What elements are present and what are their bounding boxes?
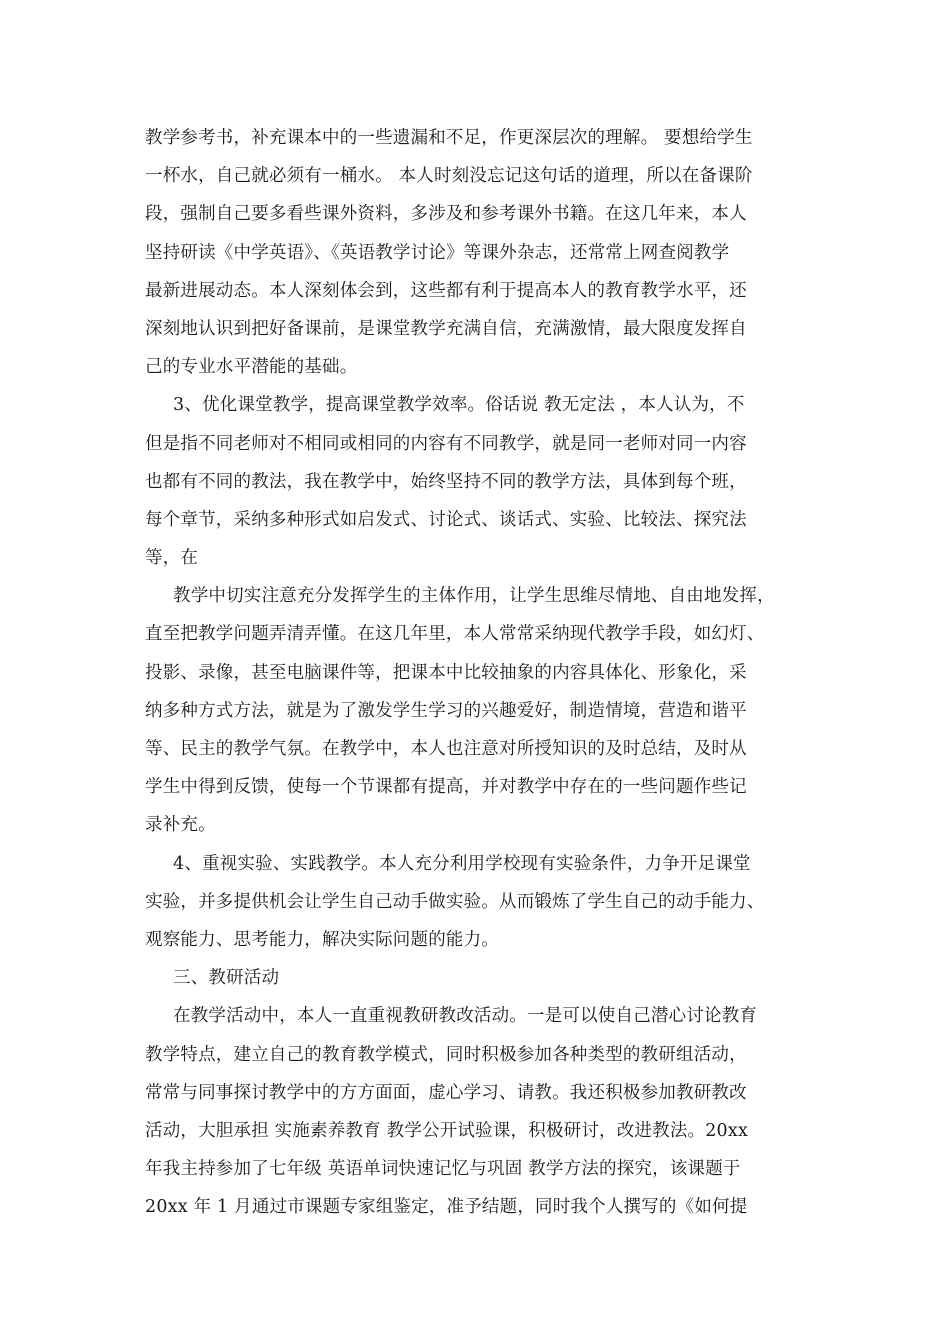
text-line: 活动，大胆承担 实施素养教育 教学公开试验课，积极研讨，改进教法。20xx [145, 1120, 749, 1141]
text-line: 年我主持参加了七年级 英语单词快速记忆与巩固 教学方法的探究，该课题于 [145, 1159, 741, 1180]
text-line: 每个章节，采纳多种形式如启发式、讨论式、谈话式、实验、比较法、探究法 [145, 509, 747, 530]
text-line: 纳多种方式方法，就是为了激发学生学习的兴趣爱好，制造情境，营造和谐平 [145, 700, 747, 721]
text-line: 3、优化课堂教学，提高课堂教学效率。俗话说 教无定法 ，本人认为，不 [173, 395, 745, 416]
text-line: 学生中得到反馈，使每一个节课都有提高，并对教学中存在的一些问题作些记 [145, 777, 747, 798]
text-line: 等、民主的教学气氛。在教学中，本人也注意对所授知识的及时总结，及时从 [145, 739, 747, 759]
text-line: 在教学活动中，本人一直重视教研教改活动。一是可以使自己潜心讨论教育 [173, 1006, 758, 1027]
text-line: 坚持研读《中学英语》、《英语教学讨论》等课外杂志，还常常上网查阅教学 [145, 242, 730, 263]
text-line: 深刻地认识到把好备课前，是课堂教学充满自信，充满激情，最大限度发挥自 [145, 318, 747, 339]
text-line: 教学中切实注意充分发挥学生的主体作用，让学生思维尽情地、自由地发挥， [173, 586, 775, 607]
text-line: 直至把教学问题弄清弄懂。在这几年里，本人常常采纳现代教学手段，如幻灯、 [145, 624, 765, 645]
document-body [145, 119, 810, 1226]
text-line: 录补充。 [145, 815, 216, 836]
text-line: 4、重视实验、实践教学。本人充分利用学校现有实验条件，力争开足课堂 [173, 853, 751, 874]
text-line: 教学特点，建立自己的教育教学模式，同时积极参加各种类型的教研组活动， [145, 1044, 747, 1065]
text-line: 20xx 年 1 月通过市课题专家组鉴定，准予结题，同时我个人撰写的《如何提 [145, 1197, 748, 1218]
text-line: 教学参考书，补充课本中的一些遗漏和不足，作更深层次的理解。 要想给学生 [145, 128, 753, 148]
text-line: 等，在 [145, 548, 199, 569]
text-line: 己的专业水平潜能的基础。 [145, 357, 358, 378]
text-line: 但是指不同老师对不相同或相同的内容有不同教学，就是同一老师对同一内容 [145, 433, 747, 454]
text-line: 常常与同事探讨教学中的方方面面，虚心学习、请教。我还积极参加教研教改 [145, 1082, 747, 1103]
text-line: 实验，并多提供机会让学生自己动手做实验。从而锻炼了学生自己的动手能力、 [145, 891, 765, 912]
text-line: 最新进展动态。本人深刻体会到，这些都有利于提高本人的教育教学水平，还 [145, 280, 747, 301]
text-line: 三、教研活动 [173, 968, 280, 989]
text-line: 也都有不同的教法，我在教学中，始终坚持不同的教学方法，具体到每个班， [145, 471, 747, 492]
text-line: 段，强制自己要多看些课外资料，多涉及和参考课外书籍。在这几年来，本人 [145, 204, 747, 225]
text-line: 一杯水，自己就必须有一桶水。 本人时刻没忘记这句话的道理，所以在备课阶 [145, 166, 753, 187]
text-line: 投影、录像，甚至电脑课件等，把课本中比较抽象的内容具体化、形象化，采 [145, 662, 747, 683]
text-line: 观察能力、思考能力，解决实际问题的能力。 [145, 929, 499, 950]
